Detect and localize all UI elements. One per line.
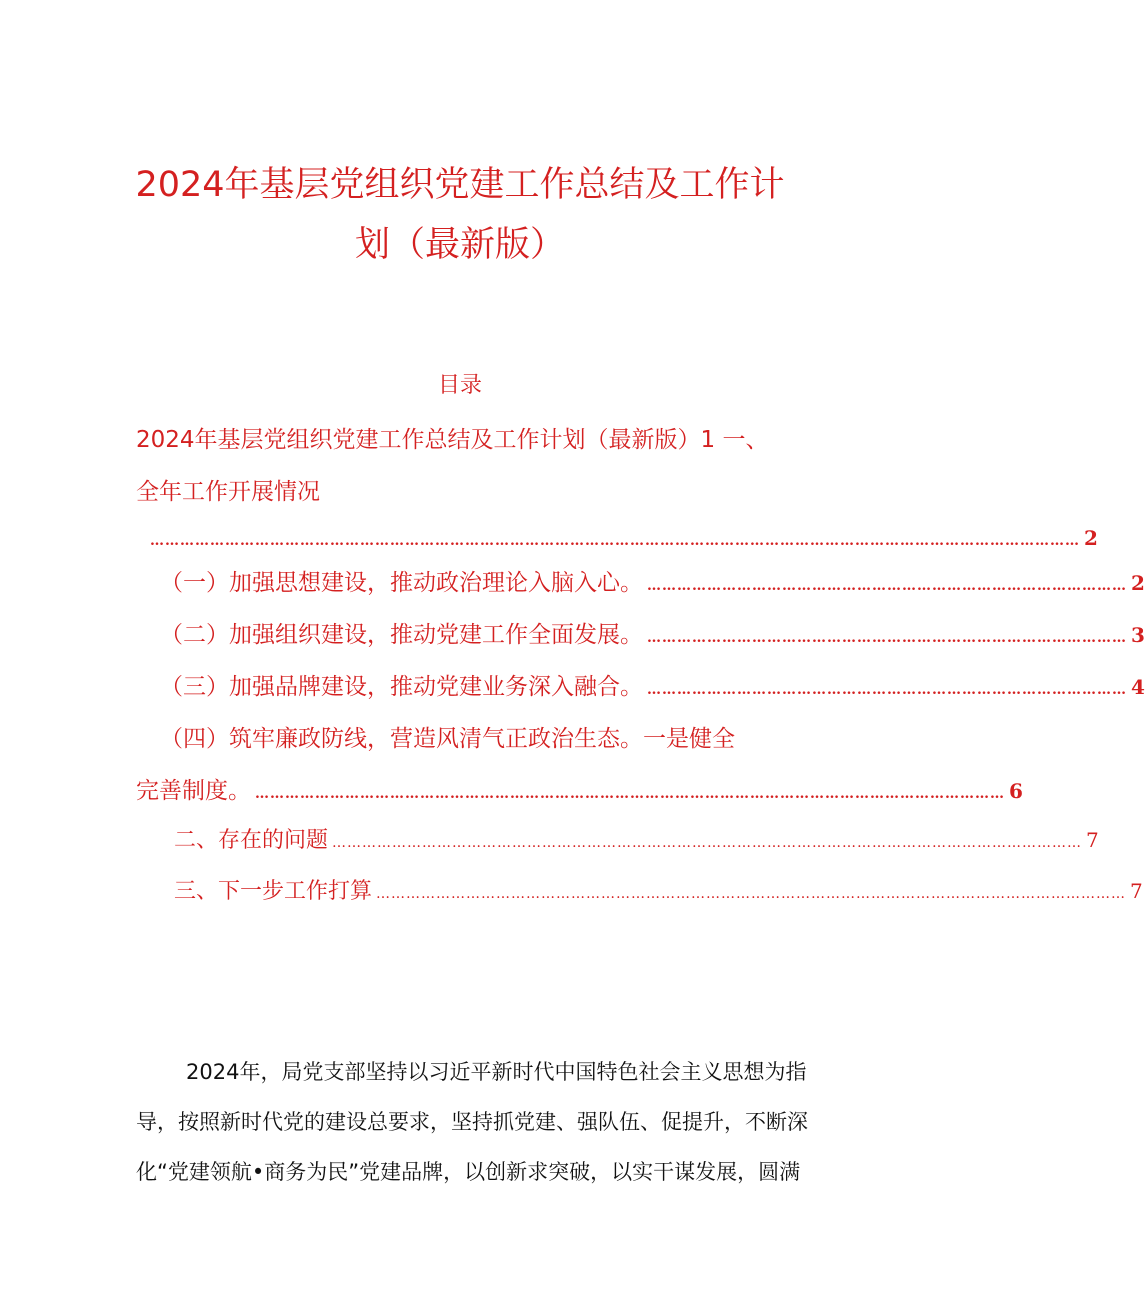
toc-entry-5-line-2[interactable]: [136, 776, 1023, 806]
toc-dot-leader: ……………………………………………………………………………………: [647, 578, 1127, 594]
toc-entry-label: 二、存在的问题: [174, 828, 329, 853]
toc-entry-5-line-1[interactable]: （四）筑牢廉政防线，营造风清气正政治生态。一是健全: [160, 726, 735, 752]
toc-dot-leader: ……………………………………………………………………………………………………………………………………………………………………: [150, 533, 1080, 549]
body-line-2: 导，按照新时代党的建设总要求，坚持抓党建、强队伍、促提升，不断深: [136, 1110, 808, 1134]
toc-page-number: 7: [1086, 828, 1099, 852]
toc-entry-1-line-1[interactable]: 2024年基层党组织党建工作总结及工作计划（最新版）1 一、: [136, 427, 769, 453]
toc-dot-leader: ……………………………………………………………………………………: [647, 630, 1127, 646]
toc-entry-4[interactable]: [160, 672, 1145, 702]
toc-dot-leader: ……………………………………………………………………………………………………………………………………: [332, 835, 1083, 851]
toc-page-number: 3: [1131, 623, 1145, 647]
document-title-line-1: 2024年基层党组织党建工作总结及工作计: [135, 165, 785, 205]
toc-heading: 目录: [437, 373, 482, 398]
toc-page-number: 2: [1084, 526, 1098, 550]
toc-entry-6[interactable]: [174, 826, 1099, 856]
toc-entry-7[interactable]: [174, 877, 1143, 907]
toc-page-number: 4: [1131, 675, 1145, 699]
toc-dot-leader: ……………………………………………………………………………………: [647, 682, 1127, 698]
toc-entry-label: （二）加强组织建设，推动党建工作全面发展。: [160, 622, 643, 648]
toc-entry-3[interactable]: [160, 620, 1145, 650]
toc-page-number: 2: [1131, 571, 1145, 595]
toc-entry-label: （一）加强思想建设，推动政治理论入脑入心。: [160, 570, 643, 596]
toc-dot-leader: ……………………………………………………………………………………………………………………………………: [376, 886, 1127, 902]
toc-page-number: 6: [1009, 779, 1023, 803]
toc-entry-label: （三）加强品牌建设，推动党建业务深入融合。: [160, 674, 643, 700]
toc-entry-label: 完善制度。: [136, 778, 251, 804]
toc-page-number: 7: [1130, 879, 1143, 903]
toc-entry-2[interactable]: [160, 568, 1145, 598]
toc-entry-label: 三、下一步工作打算: [174, 879, 373, 904]
toc-entry-1-leader-line[interactable]: [146, 526, 1098, 550]
body-line-3: 化“党建领航•商务为民”党建品牌，以创新求突破，以实干谋发展，圆满: [136, 1160, 801, 1184]
body-line-1: 2024年，局党支部坚持以习近平新时代中国特色社会主义思想为指: [186, 1060, 807, 1084]
toc-dot-leader: ……………………………………………………………………………………………………………………………………: [255, 786, 1005, 802]
document-title-line-2: 划（最新版）: [354, 225, 565, 265]
toc-entry-1-line-2[interactable]: 全年工作开展情况: [136, 479, 320, 505]
